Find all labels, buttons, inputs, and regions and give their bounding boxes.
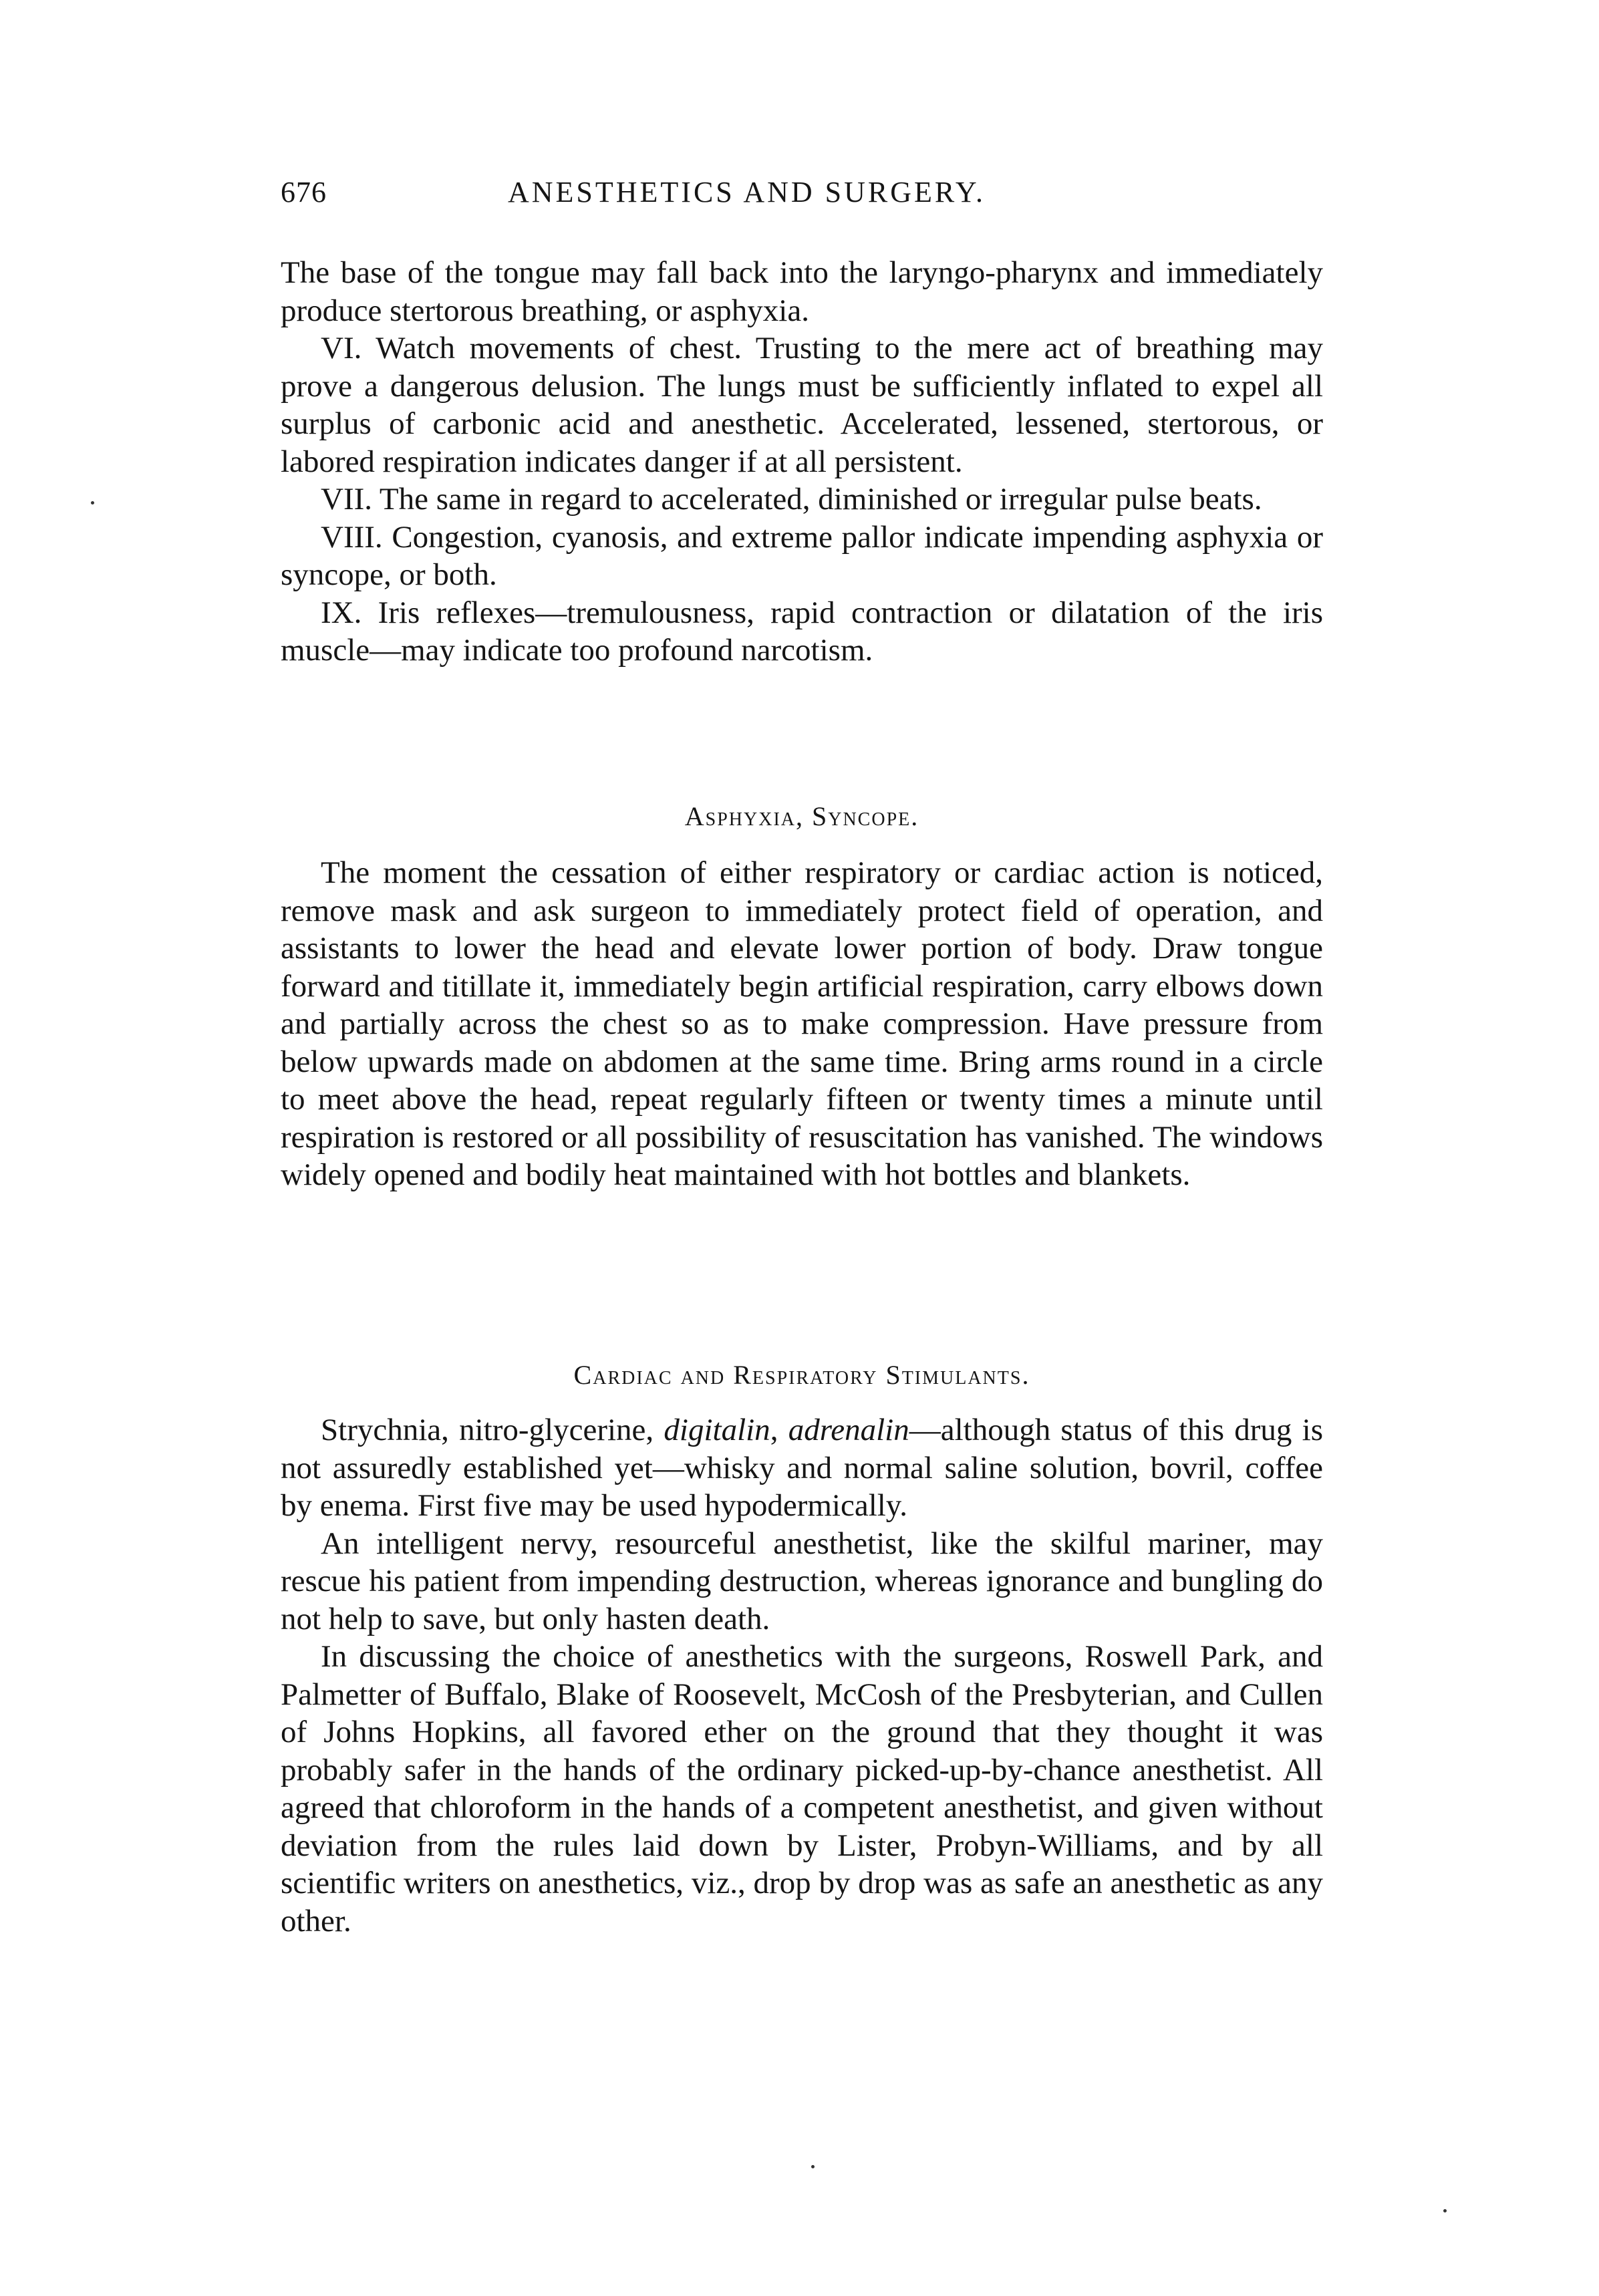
stimulants-text-start: Strychnia, nitro-glycerine, [321, 1413, 664, 1447]
stimulants-text-end: —although status of this drug is not assuredly established yet—whisky and normal saline solution, bovril, coffee by enema. First five may be used hypodermically. [281, 1413, 1324, 1523]
rule-vi: VI. Watch movements of chest. Trusting to the mere act of breathing may prove a dangerous delusion. The lungs must be sufficiently inflated to expel all surplus of carbonic acid and anesthetic. Accelerated, lessened, stertorous, or labored respiration indicates danger if at all persistent. [281, 331, 1323, 479]
page-header [281, 175, 1323, 235]
section-asphyxia [281, 854, 1323, 1194]
continuation-paragraph: The base of the tongue may fall back into the laryngo-pharynx and immediately produce stertorous breathing, or asphyxia. [281, 255, 1323, 328]
page-number: 676 [281, 176, 327, 208]
rule-viii: VIII. Congestion, cyanosis, and extreme pallor indicate impending asphyxia or syncope, or both. [281, 519, 1323, 592]
stray-mark [811, 2165, 815, 2168]
running-head: ANESTHETICS AND SURGERY. [508, 176, 986, 208]
adrenalin-term: adrenalin [788, 1413, 909, 1447]
section-stimulants [281, 1411, 1323, 1940]
stray-mark [91, 501, 94, 505]
heading-asphyxia-syncope: Asphyxia, Syncope. [684, 801, 919, 831]
stray-mark [1443, 2209, 1447, 2212]
heading-stimulants: Cardiac and Respiratory Stimulants. [573, 1360, 1030, 1390]
asphyxia-paragraph: The moment the cessation of either respiratory or cardiac action is noticed, remove mask and ask surgeon to immediately protect field of operation, and assistants to lower the head and elevate lower portion of body. Draw tongue forward and titillate it, immediately begin artificial respiration, carry elbows down and partially across the chest so as to make compression. Have pressure from below upwards made on abdomen at the same time. Bring arms round in a circle to meet above the head, repeat regularly fifteen or twenty times a minute until respiration is restored or all possibility of resuscitation has vanished. The windows widely opened and bodily heat maintained with hot bottles and blankets. [281, 855, 1323, 1192]
choice-of-anesthetics-paragraph: In discussing the choice of anesthetics with the surgeons, Roswell Park, and Palmetter of Buffalo, Blake of Roosevelt, McCosh of the Presbyterian, and Cullen of Johns Hopkins, all favored ether on the ground that they thought it was probably safer in the hands of the ordinary picked-up-by-chance anesthetist. All agreed that chloroform in the hands of a competent anesthetist, and given without deviation from the rules laid down by Lister, Probyn-Williams, and by all scientific writers on anesthetics, viz., drop by drop was as safe an anesthetic as any other. [281, 1639, 1323, 1939]
section-safety-rules [281, 254, 1323, 670]
stimulants-paragraph [281, 1411, 1323, 1525]
digitalin-term: digitalin [664, 1413, 770, 1447]
anesthetist-paragraph: An intelligent nervy, resourceful anesthetist, like the skilful mariner, may rescue his patient from impending destruction, whereas ignorance and bungling do not help to save, but only hasten death. [281, 1526, 1323, 1636]
rule-ix: IX. Iris reflexes—tremulousness, rapid contraction or dilatation of the iris muscle—may indicate too profound narcotism. [281, 595, 1323, 668]
term-separator: , [770, 1413, 788, 1447]
rule-vii: VII. The same in regard to accelerated, diminished or irregular pulse beats. [321, 482, 1262, 517]
